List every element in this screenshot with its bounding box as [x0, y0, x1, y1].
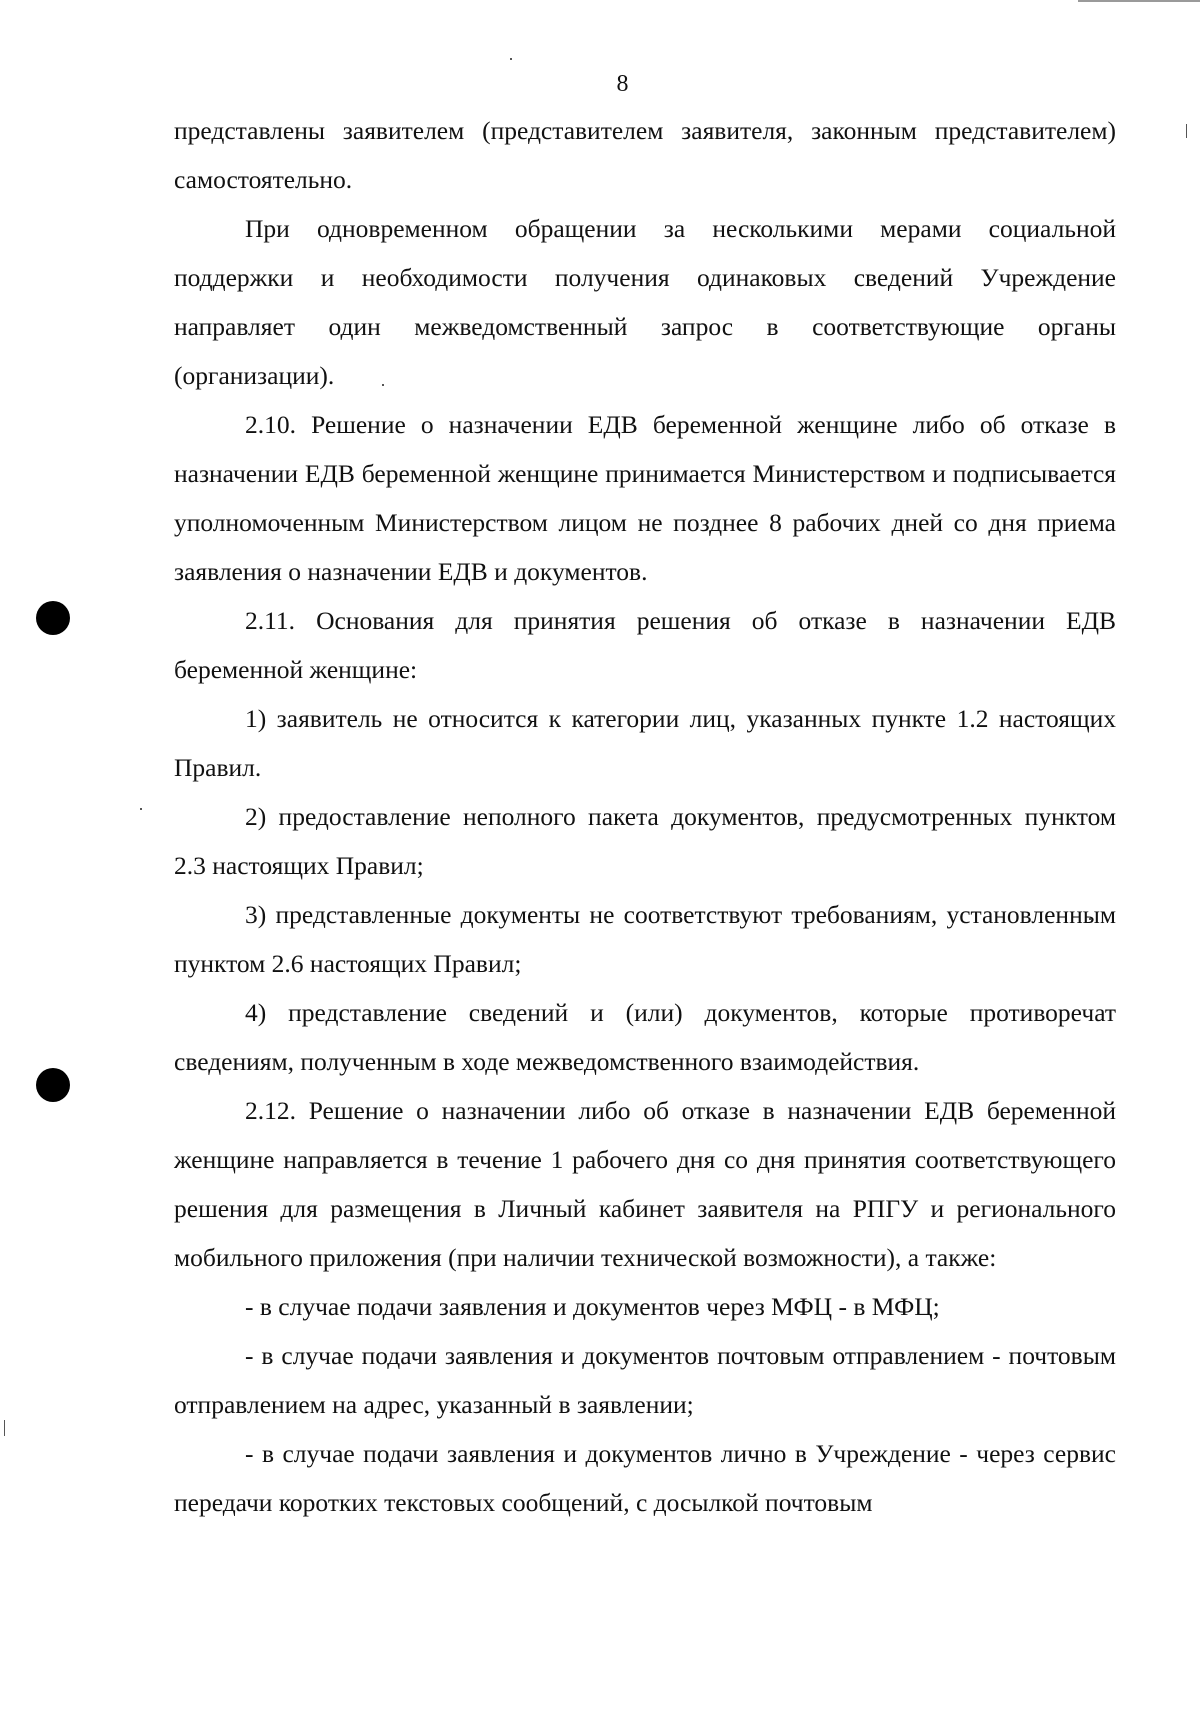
- list-item-refusal-2: 2) предоставление неполного пакета документов, предусмотренных пунктом 2.3 настоящих Правил;: [174, 802, 1116, 880]
- list-item-delivery-in-person: - в случае подачи заявления и документов лично в Учреждение - через сервис передачи коротких текстовых сообщений, с досылкой почтовым: [174, 1439, 1116, 1517]
- scan-speck: [140, 808, 142, 810]
- scan-artifact-line: [1078, 0, 1200, 2]
- scan-speck: [510, 58, 512, 60]
- list-item-refusal-1: 1) заявитель не относится к категории лиц, указанных пункте 1.2 настоящих Правил.: [174, 704, 1116, 782]
- paragraph-continuation: представлены заявителем (представителем заявителя, законным представителем) самостоятельно.: [174, 116, 1116, 194]
- list-item-delivery-mfc: - в случае подачи заявления и документов через МФЦ - в МФЦ;: [245, 1292, 940, 1321]
- document-body: [174, 106, 1116, 1527]
- paragraph-2-12: 2.12. Решение о назначении либо об отказе в назначении ЕДВ беременной женщине направляется в течение 1 рабочего дня со дня принятия соответствующего решения для размещения в Личный кабинет заявителя на РПГУ и регионального мобильного приложения (при наличии технической возможности), а также:: [174, 1096, 1116, 1272]
- binder-hole-mark: [36, 601, 70, 635]
- scan-speck: [1186, 124, 1187, 138]
- paragraph-2-11: 2.11. Основания для принятия решения об отказе в назначении ЕДВ беременной женщине:: [174, 606, 1116, 684]
- binder-hole-mark: [36, 1068, 70, 1102]
- paragraph-interagency-request: При одновременном обращении за несколькими мерами социальной поддержки и необходимости получения одинаковых сведений Учреждение направляет один межведомственный запрос в соответствующие органы (организации).: [174, 214, 1116, 390]
- scan-speck: [4, 1420, 5, 1436]
- list-item-delivery-post: - в случае подачи заявления и документов почтовым отправлением - почтовым отправлением на адрес, указанный в заявлении;: [174, 1341, 1116, 1419]
- paragraph-2-10: 2.10. Решение о назначении ЕДВ беременной женщине либо об отказе в назначении ЕДВ беременной женщине принимается Министерством и подписывается уполномоченным Министерством лицом не позднее 8 рабочих дней со дня приема заявления о назначении ЕДВ и документов.: [174, 410, 1116, 586]
- list-item-refusal-3: 3) представленные документы не соответствуют требованиям, установленным пунктом 2.6 настоящих Правил;: [174, 900, 1116, 978]
- page-number: 8: [616, 71, 629, 97]
- list-item-refusal-4: 4) представление сведений и (или) документов, которые противоречат сведениям, полученным в ходе межведомственного взаимодействия.: [174, 998, 1116, 1076]
